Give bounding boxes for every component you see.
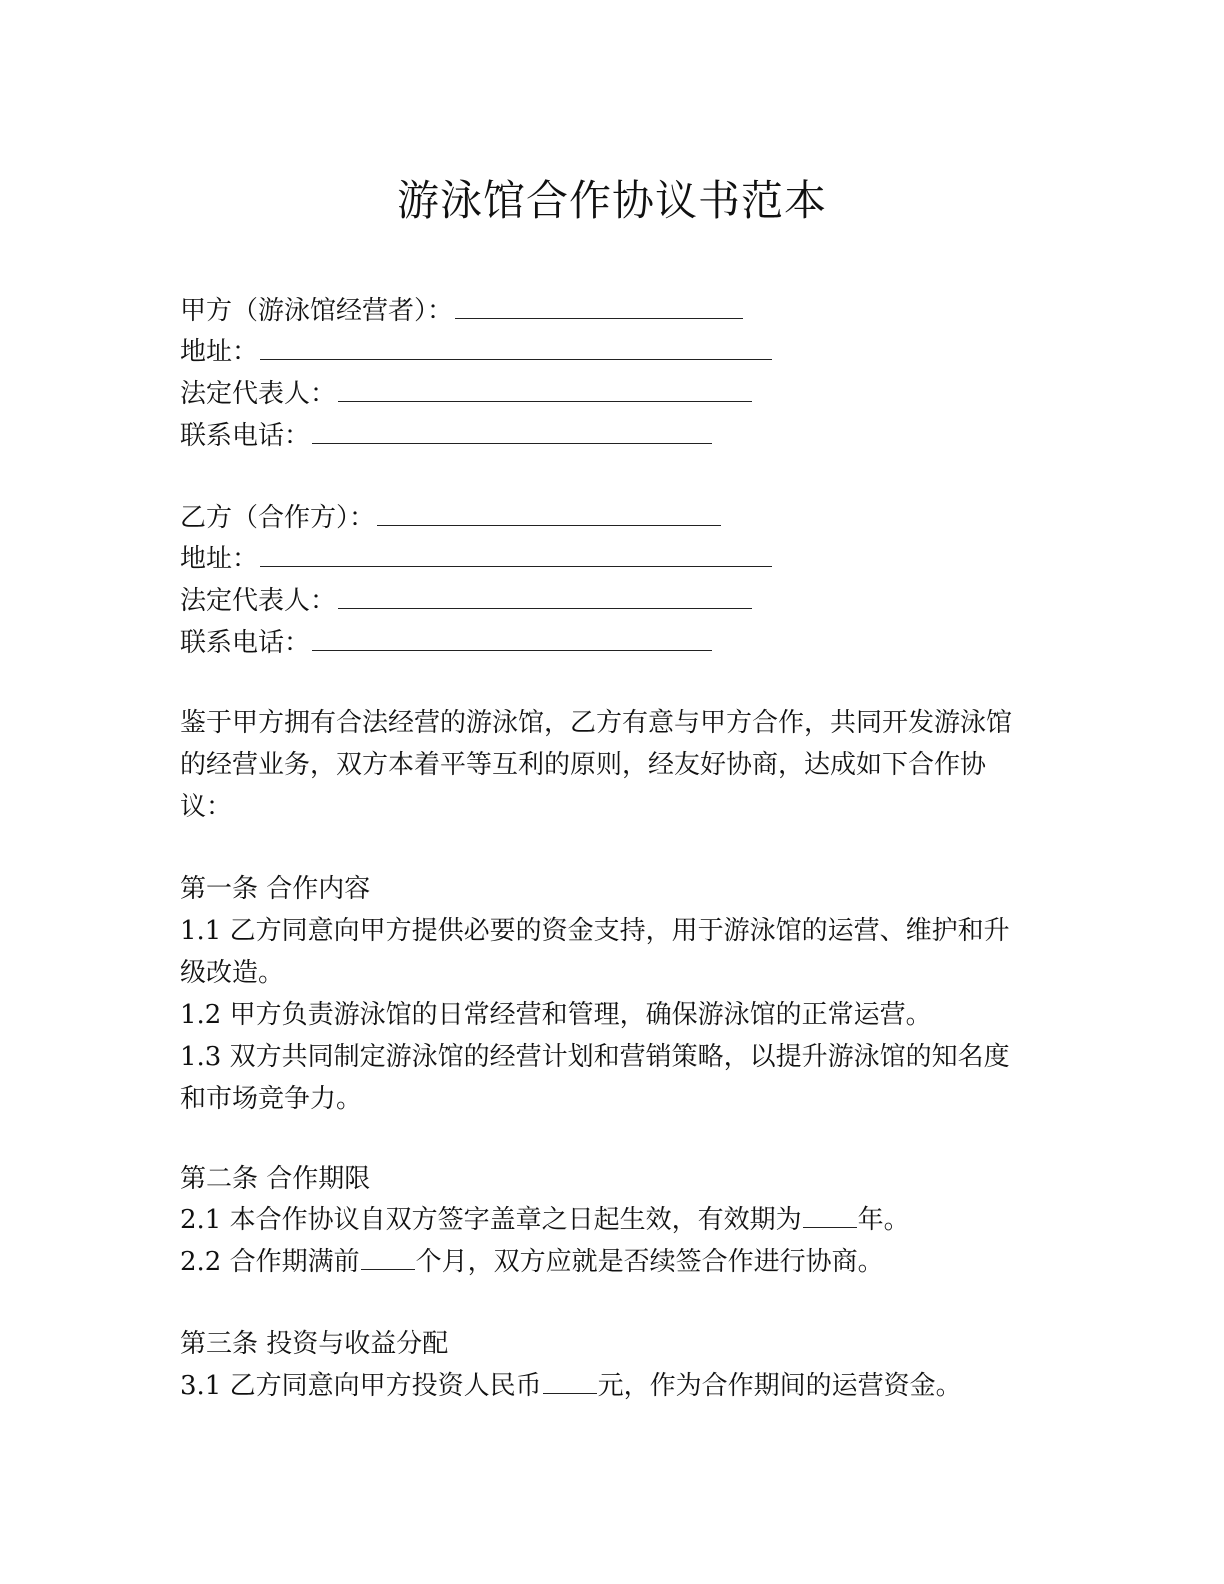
article-2-clause-2-suffix: 个月，双方应就是否续签合作进行协商。 [415, 1247, 884, 1277]
party-a-rep-line [180, 375, 752, 413]
party-b-address-line [180, 540, 772, 578]
party-b-address-label: 地址： [180, 544, 259, 574]
article-2-clause-1-suffix: 年。 [857, 1205, 910, 1235]
party-b-phone-field[interactable] [312, 624, 712, 651]
party-a-address-label: 地址： [180, 337, 259, 367]
party-a-rep-field[interactable] [338, 375, 752, 402]
party-a-address-line [180, 333, 772, 371]
article-1-clause-1: 1.1 乙方同意向甲方提供必要的资金支持，用于游泳馆的运营、维护和升级改造。 [180, 916, 1010, 988]
party-b-rep-line [180, 582, 752, 620]
investment-amount-field[interactable] [543, 1369, 597, 1394]
party-a-rep-label: 法定代表人： [180, 379, 337, 409]
party-a-phone-label: 联系电话： [180, 421, 311, 451]
article-1-heading: 第一条 合作内容 [180, 874, 371, 904]
article-2-heading: 第二条 合作期限 [180, 1164, 371, 1194]
article-2-clause-2-text: 2.2 合作期满前 [180, 1247, 360, 1277]
party-b-name-field[interactable] [377, 499, 721, 526]
validity-years-field[interactable] [803, 1203, 857, 1228]
party-a-name-field[interactable] [455, 292, 743, 319]
document-title: 游泳馆合作协议书范本 [396, 176, 827, 225]
preamble-paragraph: 鉴于甲方拥有合法经营的游泳馆，乙方有意与甲方合作，共同开发游泳馆的经营业务，双方本着平等互利的原则，经友好协商，达成如下合作协议： [180, 708, 1013, 822]
party-b-rep-field[interactable] [338, 582, 752, 609]
article-2-clause-1 [180, 1201, 910, 1239]
article-3-clause-1-text: 3.1 乙方同意向甲方投资人民币 [180, 1371, 542, 1401]
article-3-clause-1 [180, 1367, 962, 1405]
party-b-address-field[interactable] [260, 540, 772, 567]
party-b-phone-label: 联系电话： [180, 628, 311, 658]
article-3-heading: 第三条 投资与收益分配 [180, 1329, 449, 1359]
article-3-clause-1-suffix: 元，作为合作期间的运营资金。 [597, 1371, 962, 1401]
party-a-phone-field[interactable] [312, 417, 712, 444]
party-b-phone-line [180, 624, 712, 662]
party-a-address-field[interactable] [260, 333, 772, 360]
article-2-clause-2 [180, 1243, 884, 1281]
party-b-rep-label: 法定代表人： [180, 586, 337, 616]
party-b-heading: 乙方（合作方）： [180, 503, 376, 533]
party-a-heading-line [180, 292, 743, 330]
party-a-heading: 甲方（游泳馆经营者）： [180, 296, 454, 326]
renewal-months-field[interactable] [361, 1245, 415, 1270]
article-1-clause-3: 1.3 双方共同制定游泳馆的经营计划和营销策略，以提升游泳馆的知名度和市场竞争力。 [180, 1042, 1010, 1114]
article-1-clause-2: 1.2 甲方负责游泳馆的日常经营和管理，确保游泳馆的正常运营。 [180, 1000, 932, 1030]
party-a-phone-line [180, 417, 712, 455]
party-b-heading-line [180, 499, 721, 537]
article-2-clause-1-text: 2.1 本合作协议自双方签字盖章之日起生效，有效期为 [180, 1205, 802, 1235]
